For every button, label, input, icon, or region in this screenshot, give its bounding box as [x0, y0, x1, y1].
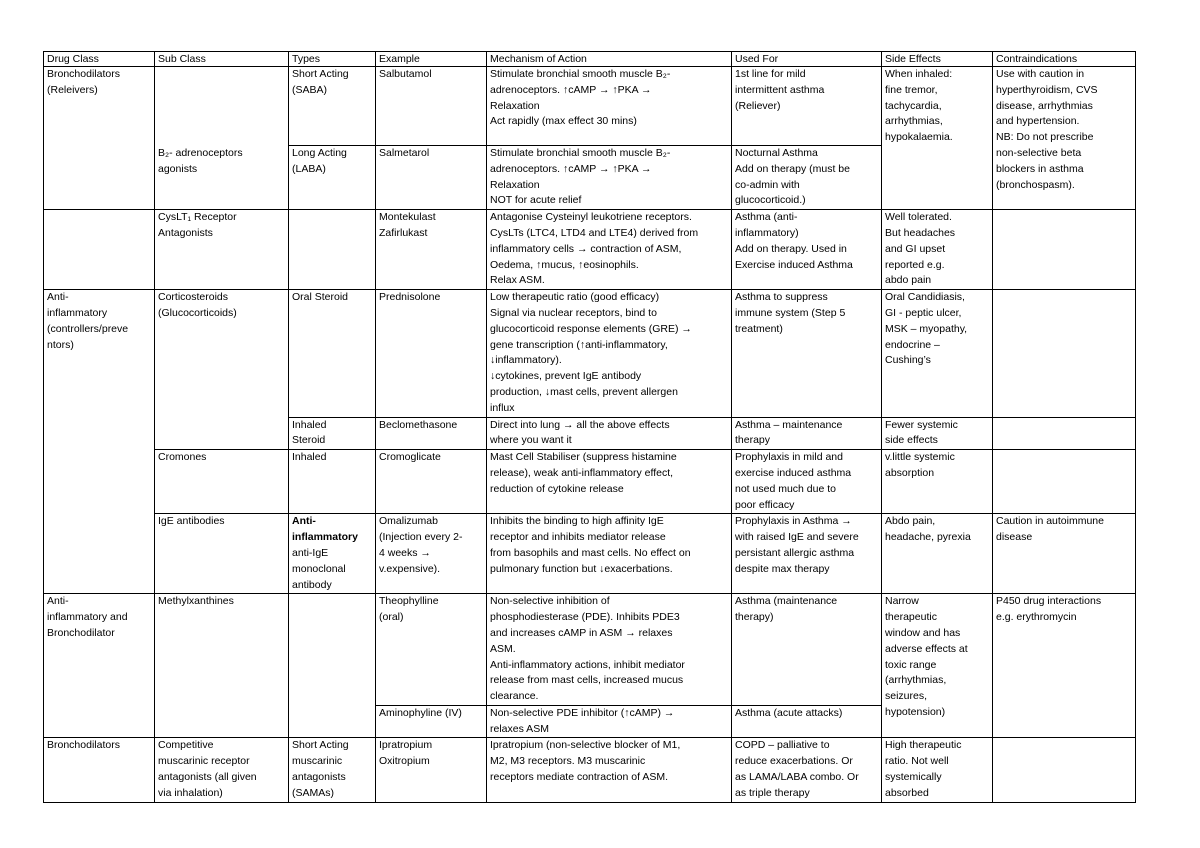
table-row	[44, 514, 1136, 594]
cell-example: Ipratropium Oxitropium	[376, 738, 487, 802]
header-types: Types	[289, 52, 376, 67]
cell-used-for: Asthma – maintenance therapy	[732, 417, 882, 450]
table-row	[44, 594, 1136, 706]
cell-contraindications: P450 drug interactions e.g. erythromycin	[993, 594, 1136, 738]
header-drug-class: Drug Class	[44, 52, 155, 67]
cell-side-effects: Narrow therapeutic window and has adverse effects at toxic range (arrhythmias, seizures, hypotension)	[882, 594, 993, 738]
cell-types: Short Acting muscarinic antagonists (SAMAs)	[289, 738, 376, 802]
cell-mechanism: Stimulate bronchial smooth muscle B₂- adrenoceptors. ↑cAMP → ↑PKA → Relaxation NOT for acute relief	[487, 146, 732, 210]
cell-used-for: Asthma to suppress immune system (Step 5 treatment)	[732, 290, 882, 417]
cell-used-for: 1st line for mild intermittent asthma (Reliever)	[732, 67, 882, 146]
cell-mechanism: Non-selective PDE inhibitor (↑cAMP) → relaxes ASM	[487, 705, 732, 738]
cell-mechanism: Antagonise Cysteinyl leukotriene receptors. CysLTs (LTC4, LTD4 and LTE4) derived from inflammatory cells → contraction of ASM, Oedema, ↑mucus, ↑eosinophils. Relax ASM.	[487, 210, 732, 290]
header-used-for: Used For	[732, 52, 882, 67]
cell-mechanism: Direct into lung → all the above effects where you want it	[487, 417, 732, 450]
table-row	[44, 210, 1136, 290]
cell-used-for: Asthma (acute attacks)	[732, 705, 882, 738]
cell-drug-class: Anti- inflammatory (controllers/preve ntors)	[44, 290, 155, 594]
cell-side-effects: When inhaled: fine tremor, tachycardia, arrhythmias, hypokalaemia.	[882, 67, 993, 210]
cell-side-effects: Oral Candidiasis, GI - peptic ulcer, MSK – myopathy, endocrine – Cushing’s	[882, 290, 993, 417]
cell-types: Anti- inflammatory anti-IgE monoclonal antibody	[289, 514, 376, 594]
cell-types: Oral Steroid	[289, 290, 376, 417]
cell-sub-class: Corticosteroids (Glucocorticoids)	[155, 290, 289, 450]
table-row	[44, 450, 1136, 514]
cell-used-for: Prophylaxis in Asthma → with raised IgE and severe persistant allergic asthma despite max therapy	[732, 514, 882, 594]
header-row	[44, 52, 1136, 67]
cell-used-for: Asthma (maintenance therapy)	[732, 594, 882, 706]
cell-used-for: Prophylaxis in mild and exercise induced asthma not used much due to poor efficacy	[732, 450, 882, 514]
cell-example: Aminophyline (IV)	[376, 705, 487, 738]
header-contraindications: Contraindications	[993, 52, 1136, 67]
cell-types	[289, 210, 376, 290]
header-example: Example	[376, 52, 487, 67]
cell-sub-class: Methylxanthines	[155, 594, 289, 738]
cell-example: Cromoglicate	[376, 450, 487, 514]
cell-contraindications	[993, 738, 1136, 802]
cell-contraindications: Caution in autoimmune disease	[993, 514, 1136, 594]
cell-example: Montekulast Zafirlukast	[376, 210, 487, 290]
cell-used-for: Nocturnal Asthma Add on therapy (must be co-admin with glucocorticoid.)	[732, 146, 882, 210]
cell-used-for: Asthma (anti- inflammatory) Add on therapy. Used in Exercise induced Asthma	[732, 210, 882, 290]
cell-used-for: COPD – palliative to reduce exacerbations. Or as LAMA/LABA combo. Or as triple therapy	[732, 738, 882, 802]
cell-sub-class: B₂- adrenoceptors agonists	[155, 67, 289, 210]
cell-types: Short Acting (SABA)	[289, 67, 376, 146]
cell-side-effects: High therapeutic ratio. Not well systemically absorbed	[882, 738, 993, 802]
cell-sub-class: Competitive muscarinic receptor antagonists (all given via inhalation)	[155, 738, 289, 802]
cell-types: Inhaled	[289, 450, 376, 514]
header-side-effects: Side Effects	[882, 52, 993, 67]
header-sub-class: Sub Class	[155, 52, 289, 67]
drug-table	[43, 51, 1136, 803]
cell-contraindications	[993, 417, 1136, 450]
cell-side-effects: Fewer systemic side effects	[882, 417, 993, 450]
cell-sub-class: CysLT₁ Receptor Antagonists	[155, 210, 289, 290]
cell-contraindications	[993, 210, 1136, 290]
header-mechanism: Mechanism of Action	[487, 52, 732, 67]
cell-example: Theophylline (oral)	[376, 594, 487, 706]
cell-types: Inhaled Steroid	[289, 417, 376, 450]
cell-drug-class	[44, 210, 155, 290]
cell-example: Beclomethasone	[376, 417, 487, 450]
cell-drug-class: Bronchodilators	[44, 738, 155, 802]
cell-example: Salbutamol	[376, 67, 487, 146]
cell-side-effects: v.little systemic absorption	[882, 450, 993, 514]
cell-mechanism: Stimulate bronchial smooth muscle B₂- adrenoceptors. ↑cAMP → ↑PKA → Relaxation Act rapidly (max effect 30 mins)	[487, 67, 732, 146]
cell-drug-class: Anti- inflammatory and Bronchodilator	[44, 594, 155, 738]
cell-sub-class: Cromones	[155, 450, 289, 514]
cell-example: Salmetarol	[376, 146, 487, 210]
cell-example: Prednisolone	[376, 290, 487, 417]
table-row	[44, 738, 1136, 802]
table-row	[44, 290, 1136, 417]
cell-mechanism: Inhibits the binding to high affinity IgE receptor and inhibits mediator release from basophils and mast cells. No effect on pulmonary function but ↓exacerbations.	[487, 514, 732, 594]
cell-contraindications: Use with caution in hyperthyroidism, CVS disease, arrhythmias and hypertension. NB: Do not prescribe non-selective beta blockers in asthma (bronchospasm).	[993, 67, 1136, 210]
cell-contraindications	[993, 450, 1136, 514]
cell-contraindications	[993, 290, 1136, 417]
cell-types	[289, 594, 376, 738]
cell-side-effects: Abdo pain, headache, pyrexia	[882, 514, 993, 594]
table-row	[44, 67, 1136, 146]
cell-mechanism: Mast Cell Stabiliser (suppress histamine release), weak anti-inflammatory effect, reduction of cytokine release	[487, 450, 732, 514]
cell-types: Long Acting (LABA)	[289, 146, 376, 210]
cell-side-effects: Well tolerated. But headaches and GI upset reported e.g. abdo pain	[882, 210, 993, 290]
cell-mechanism: Low therapeutic ratio (good efficacy) Signal via nuclear receptors, bind to glucocorticoid response elements (GRE) → gene transcription (↑anti-inflammatory, ↓inflammatory). ↓cytokines, prevent IgE antibody production, ↓mast cells, prevent allergen influx	[487, 290, 732, 417]
cell-drug-class: Bronchodilators (Releivers)	[44, 67, 155, 210]
cell-mechanism: Non-selective inhibition of phosphodiesterase (PDE). Inhibits PDE3 and increases cAMP in ASM → relaxes ASM. Anti-inflammatory actions, inhibit mediator release from mast cells, increased mucus clearance.	[487, 594, 732, 706]
cell-sub-class: IgE antibodies	[155, 514, 289, 594]
cell-example: Omalizumab (Injection every 2- 4 weeks → v.expensive).	[376, 514, 487, 594]
cell-mechanism: Ipratropium (non-selective blocker of M1, M2, M3 receptors. M3 muscarinic receptors mediate contraction of ASM.	[487, 738, 732, 802]
